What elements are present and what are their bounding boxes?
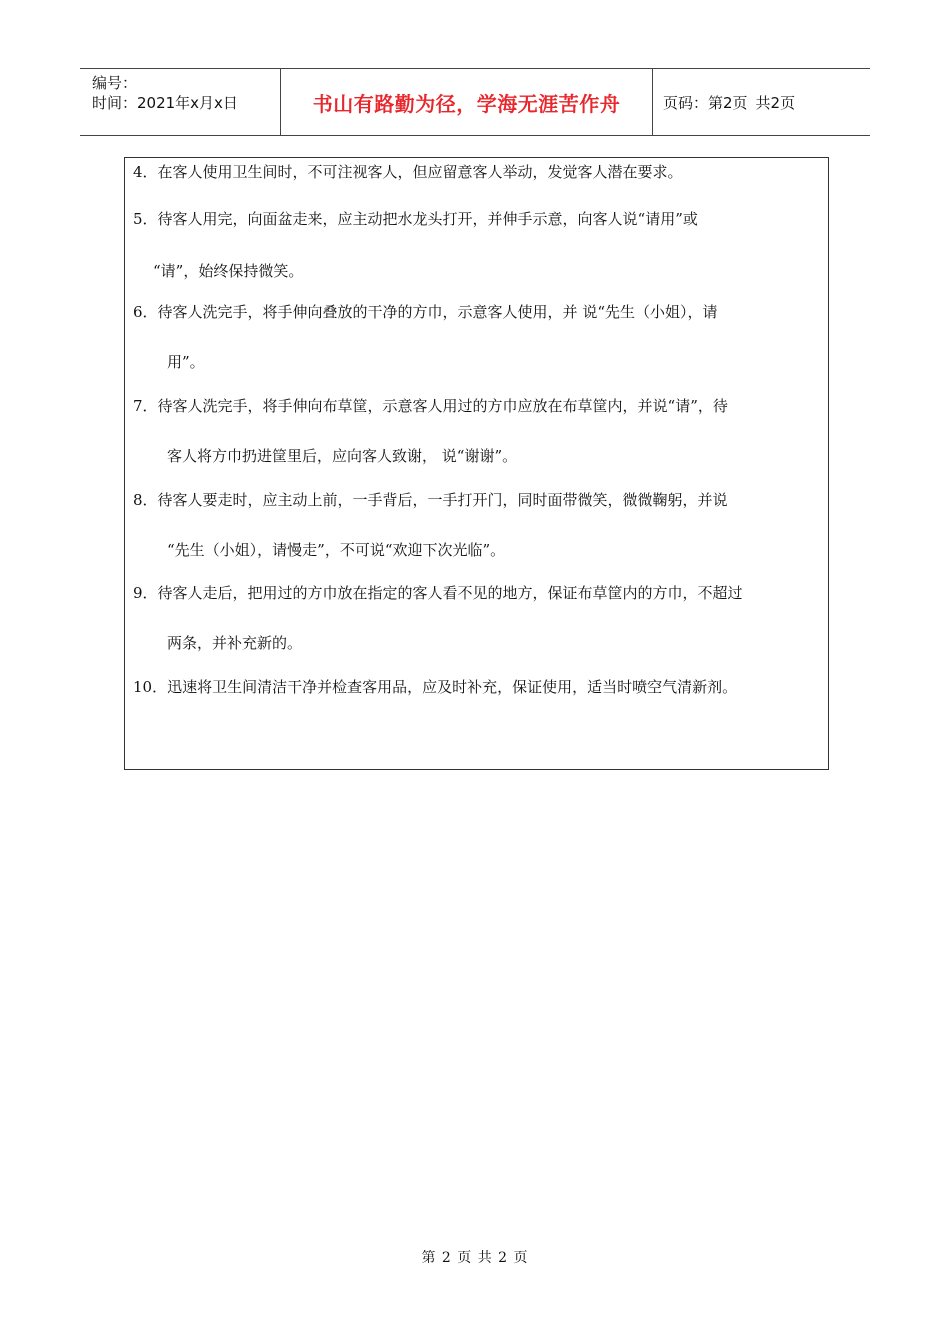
- item-7-line-1: 7．待客人洗完手，将手伸向布草筐，示意客人用过的方巾应放在布草筐内，并说“请”，待: [133, 397, 728, 415]
- page-footer: 第 2 页 共 2 页: [421, 1250, 529, 1266]
- item-9-line-1: 9．待客人走后，把用过的方巾放在指定的客人看不见的地方，保证布草筐内的方巾，不超过: [133, 584, 743, 602]
- item-4-line-1: 4．在客人使用卫生间时，不可注视客人，但应留意客人举动，发觉客人潜在要求。: [133, 163, 683, 181]
- document-header: [80, 68, 870, 136]
- page-label: 页码：第2页: [663, 93, 748, 112]
- item-5-line-1: 5．待客人用完，向面盆走来，应主动把水龙头打开，并伸手示意，向客人说“请用”或: [133, 210, 698, 228]
- item-8-line-1: 8．待客人要走时，应主动上前，一手背后，一手打开门，同时面带微笑，微微鞠躬，并说: [133, 491, 728, 509]
- header-page-info: [653, 69, 870, 135]
- item-5-line-2: “请”，始终保持微笑。: [153, 262, 304, 280]
- header-meta: [80, 69, 281, 135]
- item-6-line-2: 用”。: [167, 353, 205, 371]
- content-box: [124, 157, 829, 770]
- page-total: 共2页: [755, 93, 796, 112]
- item-8-line-2: “先生（小姐），请慢走”，不可说“欢迎下次光临”。: [167, 541, 506, 559]
- code-label: 编号：: [92, 74, 138, 92]
- item-10-line-1: 10．迅速将卫生间清洁干净并检查客用品，应及时补充，保证使用，适当时喷空气清新剂。: [133, 678, 738, 696]
- date-line: 时间：2021年x月x日: [92, 94, 238, 112]
- item-9-line-2: 两条，并补充新的。: [167, 634, 303, 652]
- header-motto: 书山有路勤为径，学海无涯苦作舟: [281, 69, 653, 135]
- item-6-line-1: 6．待客人洗完手，将手伸向叠放的干净的方巾，示意客人使用，并 说“先生（小姐），请: [133, 303, 718, 321]
- item-7-line-2: 客人将方巾扔进筐里后，应向客人致谢， 说“谢谢”。: [167, 447, 518, 465]
